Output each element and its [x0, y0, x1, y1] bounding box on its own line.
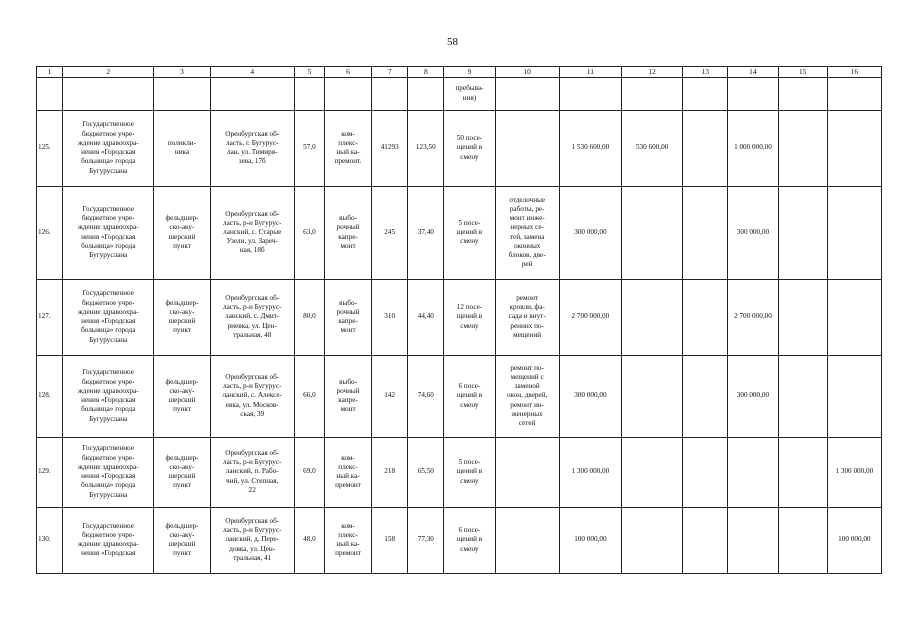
institution-cell: Государственное бюджетное учре- ждение здравоохра- нения «Городская — [63, 507, 154, 573]
cost-cell — [621, 355, 682, 437]
value-cell: 77,30 — [408, 507, 444, 573]
value-cell: 44,40 — [408, 279, 444, 355]
work-type-cell: выбо- рочный капре- монт — [324, 279, 371, 355]
area-cell: 69,0 — [294, 437, 324, 507]
facility-type-cell: фельдшер- ско-аку- шерский пункт — [154, 355, 210, 437]
cost-cell — [827, 279, 881, 355]
table-cell — [778, 77, 827, 110]
total-cost-cell: 100 000,00 — [559, 507, 621, 573]
address-cell: Оренбургская об- ласть, р-н Бугурус- ланский, д. Пере- довка, ул. Цен- тральная, 41 — [210, 507, 294, 573]
institution-cell: Государственное бюджетное учре- ждение здравоохра- нения «Городская больница» города Бугуруслана — [63, 110, 154, 186]
cost-cell — [827, 355, 881, 437]
table-row — [37, 507, 882, 573]
cost-cell — [683, 110, 728, 186]
column-number-cell: 7 — [372, 67, 408, 78]
area-cell: 57,0 — [294, 110, 324, 186]
cost-cell — [683, 279, 728, 355]
table-cell — [294, 77, 324, 110]
column-number-cell: 3 — [154, 67, 210, 78]
area-cell: 80,0 — [294, 279, 324, 355]
total-cost-cell: 1 530 600,00 — [559, 110, 621, 186]
work-type-cell: выбо- рочный капре- монт — [324, 355, 371, 437]
cost-cell — [778, 507, 827, 573]
capacity-cell: 6 посе- щений в смену — [444, 355, 495, 437]
row-number: 129. — [37, 437, 63, 507]
facility-type-cell: фельдшер- ско-аку- шерский пункт — [154, 279, 210, 355]
row-number: 127. — [37, 279, 63, 355]
cost-cell — [778, 110, 827, 186]
value-cell: 310 — [372, 279, 408, 355]
address-cell: Оренбургская об- ласть, р-н Бугурус- ланский, с. Алексе- евка, ул. Москов- ская, 39 — [210, 355, 294, 437]
value-cell: 245 — [372, 186, 408, 279]
cost-cell — [778, 186, 827, 279]
cost-cell: 530 600,00 — [621, 110, 682, 186]
column-number-cell: 6 — [324, 67, 371, 78]
cost-cell — [683, 507, 728, 573]
address-cell: Оренбургская об- ласть, р-н Бугурус- ланский, с. Старые Узели, ул. Зареч- ная, 18б — [210, 186, 294, 279]
facility-type-cell: поликли- ника — [154, 110, 210, 186]
facility-type-cell: фельдшер- ско-аку- шерский пункт — [154, 437, 210, 507]
table-cell — [559, 77, 621, 110]
table-row — [37, 355, 882, 437]
cost-cell: 300 000,00 — [728, 355, 778, 437]
table-cell — [683, 77, 728, 110]
capacity-cell: 5 посе- щений в смену — [444, 186, 495, 279]
cost-cell: 2 700 000,00 — [728, 279, 778, 355]
works-description-cell: ремонт по- мещений с заменой окон, дверей, ремонт ин- женерных сетей — [495, 355, 559, 437]
column-number-cell: 5 — [294, 67, 324, 78]
row-number: 130. — [37, 507, 63, 573]
row-number: 128. — [37, 355, 63, 437]
works-description-cell — [495, 110, 559, 186]
address-cell: Оренбургская об- ласть, р-н Бугурус- ланский, п. Рабо- чий, ул. Степная, 22 — [210, 437, 294, 507]
cost-cell — [778, 355, 827, 437]
cost-cell — [778, 437, 827, 507]
value-cell: 218 — [372, 437, 408, 507]
work-type-cell: выбо- рочный капре- монт — [324, 186, 371, 279]
cost-cell — [621, 507, 682, 573]
continuation-text: пребыва- ния) — [444, 77, 495, 110]
table-cell — [37, 77, 63, 110]
row-number: 125. — [37, 110, 63, 186]
capacity-cell: 12 посе- щений в смену — [444, 279, 495, 355]
value-cell: 41293 — [372, 110, 408, 186]
works-description-cell — [495, 507, 559, 573]
cost-cell — [683, 355, 728, 437]
capacity-cell: 50 посе- щений в смену — [444, 110, 495, 186]
work-type-cell: ком- плекс- ный ка- премонт. — [324, 110, 371, 186]
column-number-cell: 1 — [37, 67, 63, 78]
column-number-cell: 16 — [827, 67, 881, 78]
column-number-cell: 8 — [408, 67, 444, 78]
capital-repair-table — [36, 66, 882, 574]
work-type-cell: ком- плекс- ный ка- премонт — [324, 507, 371, 573]
works-description-cell: отделочные работы, ре- монт инже- нерных се- тей, замена оконных блоков, две- рей — [495, 186, 559, 279]
column-number-cell: 2 — [63, 67, 154, 78]
cost-cell — [621, 186, 682, 279]
column-number-cell: 13 — [683, 67, 728, 78]
page-number: 58 — [447, 36, 458, 48]
institution-cell: Государственное бюджетное учре- ждение здравоохра- нения «Городская больница» города Бугуруслана — [63, 279, 154, 355]
value-cell: 37,40 — [408, 186, 444, 279]
column-number-cell: 14 — [728, 67, 778, 78]
capacity-cell: 5 посе- щений в смену — [444, 437, 495, 507]
cost-cell — [683, 437, 728, 507]
cost-cell: 1 300 000,00 — [827, 437, 881, 507]
total-cost-cell: 300 000,00 — [559, 355, 621, 437]
row-number: 126. — [37, 186, 63, 279]
table-cell — [408, 77, 444, 110]
cost-cell — [728, 437, 778, 507]
table-cell — [495, 77, 559, 110]
table-row — [37, 186, 882, 279]
cost-cell — [728, 507, 778, 573]
cost-cell: 1 000 000,00 — [728, 110, 778, 186]
address-cell: Оренбургская об- ласть, г. Бугурус- лан, ул. Тимиря- зева, 17б — [210, 110, 294, 186]
cost-cell — [827, 110, 881, 186]
total-cost-cell: 1 300 000,00 — [559, 437, 621, 507]
continuation-row — [37, 77, 882, 110]
column-number-cell: 12 — [621, 67, 682, 78]
institution-cell: Государственное бюджетное учре- ждение здравоохра- нения «Городская больница» города Бугуруслана — [63, 186, 154, 279]
cost-cell — [621, 279, 682, 355]
works-description-cell — [495, 437, 559, 507]
cost-cell — [683, 186, 728, 279]
value-cell: 142 — [372, 355, 408, 437]
table-row — [37, 437, 882, 507]
capacity-cell: 6 посе- щений в смену — [444, 507, 495, 573]
cost-cell — [621, 437, 682, 507]
address-cell: Оренбургская об- ласть, р-н Бугурус- ланский, с. Дмит- риевка, ул. Цен- тральная, 48 — [210, 279, 294, 355]
area-cell: 66,0 — [294, 355, 324, 437]
facility-type-cell: фельдшер- ско-аку- шерский пункт — [154, 507, 210, 573]
column-number-cell: 9 — [444, 67, 495, 78]
value-cell: 158 — [372, 507, 408, 573]
cost-cell: 300 000,00 — [728, 186, 778, 279]
value-cell: 74,60 — [408, 355, 444, 437]
table-cell — [154, 77, 210, 110]
table-cell — [63, 77, 154, 110]
total-cost-cell: 2 700 000,00 — [559, 279, 621, 355]
table-cell — [827, 77, 881, 110]
area-cell: 63,0 — [294, 186, 324, 279]
total-cost-cell: 300 000,00 — [559, 186, 621, 279]
value-cell: 65,50 — [408, 437, 444, 507]
column-number-cell: 4 — [210, 67, 294, 78]
cost-cell — [827, 186, 881, 279]
institution-cell: Государственное бюджетное учре- ждение здравоохра- нения «Городская больница» города Бугуруслана — [63, 355, 154, 437]
column-number-cell: 11 — [559, 67, 621, 78]
cost-cell — [778, 279, 827, 355]
table-cell — [324, 77, 371, 110]
table-cell — [210, 77, 294, 110]
facility-type-cell: фельдшер- ско-аку- шерский пункт — [154, 186, 210, 279]
table-cell — [621, 77, 682, 110]
table-cell — [372, 77, 408, 110]
table-row — [37, 279, 882, 355]
column-number-row — [37, 67, 882, 78]
institution-cell: Государственное бюджетное учре- ждение здравоохра- нения «Городская больница» города Бугуруслана — [63, 437, 154, 507]
works-description-cell: ремонт кровли, фа- сада и внут- ренних по- мещений — [495, 279, 559, 355]
cost-cell: 100 000,00 — [827, 507, 881, 573]
column-number-cell: 10 — [495, 67, 559, 78]
value-cell: 123,50 — [408, 110, 444, 186]
area-cell: 48,0 — [294, 507, 324, 573]
work-type-cell: ком- плекс- ный ка- премонт — [324, 437, 371, 507]
table-cell — [728, 77, 778, 110]
column-number-cell: 15 — [778, 67, 827, 78]
table-row — [37, 110, 882, 186]
